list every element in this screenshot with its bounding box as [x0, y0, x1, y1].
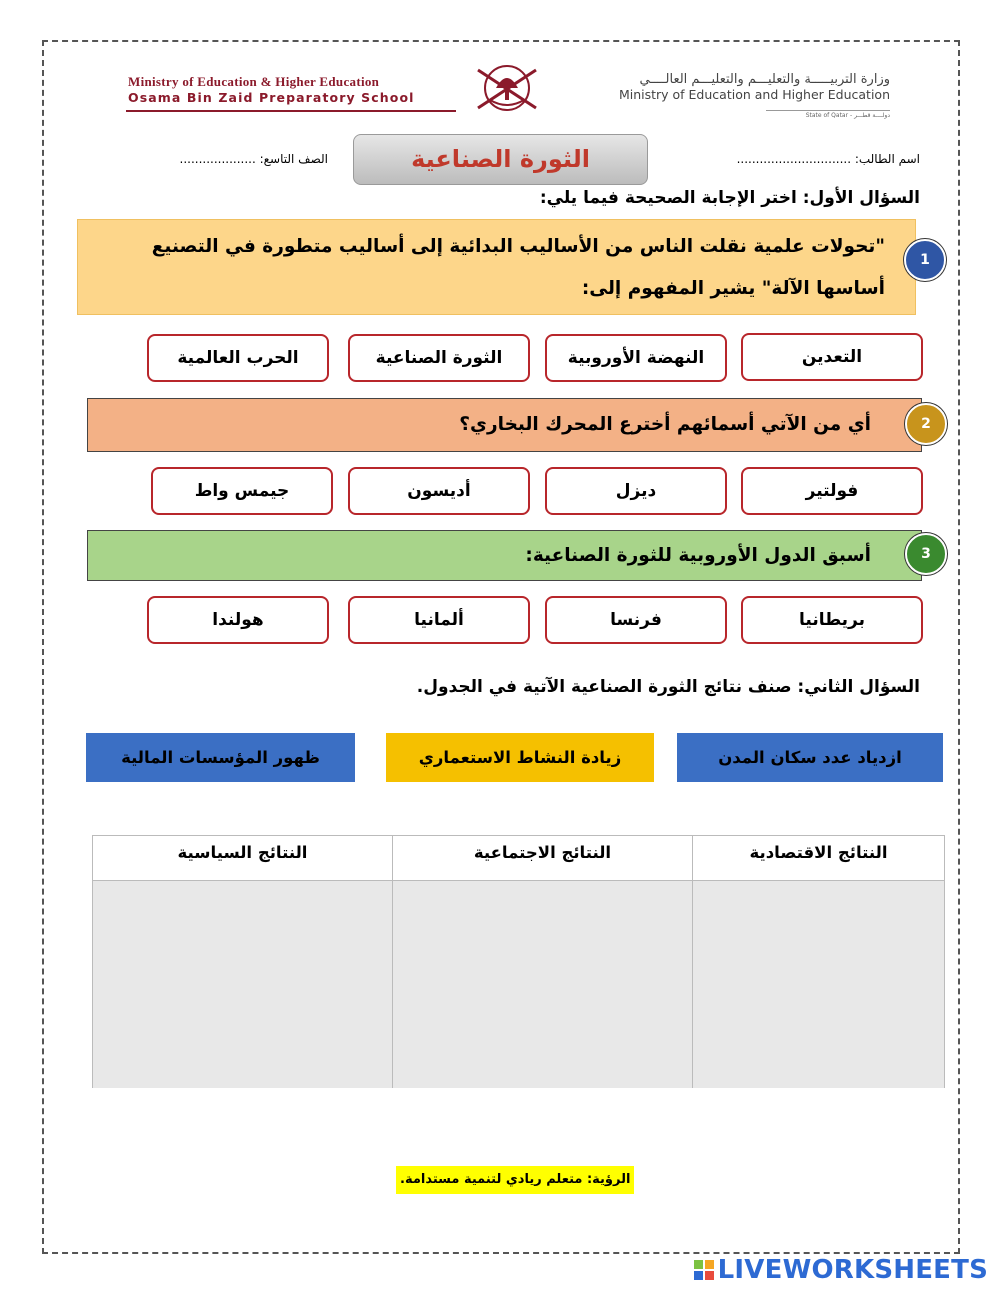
q3-option-4[interactable]: هولندا	[147, 596, 329, 644]
q3-option-2[interactable]: فرنسا	[545, 596, 727, 644]
question-1-box	[77, 219, 916, 315]
ministry-name-ar: وزارة التربيـــــة والتعليـــم والتعليـــم العالــــي	[639, 72, 890, 87]
drag-card-city-population[interactable]: ازدياد عدد سكان المدن	[677, 733, 943, 782]
question-2-number-badge: 2	[905, 403, 947, 445]
question-1-text-line2: أساسها الآلة" يشير المفهوم إلى:	[581, 278, 885, 299]
column-header-social: النتائج الاجتماعية	[393, 836, 693, 880]
header-arabic	[590, 72, 890, 121]
q2-option-4[interactable]: جيمس واط	[151, 467, 333, 515]
classification-table	[92, 835, 945, 1088]
q2-option-2[interactable]: ديزل	[545, 467, 727, 515]
q1-option-3[interactable]: الثورة الصناعية	[348, 334, 530, 382]
question-1-text-line1: "تحولات علمية نقلت الناس من الأساليب البدائية إلى أساليب متطورة في التصنيع	[151, 236, 885, 257]
drop-zone-social[interactable]	[393, 880, 693, 1088]
grade-field: الصف التاسع: ....................	[179, 152, 328, 166]
column-header-political: النتائج السياسية	[93, 836, 393, 880]
qatar-emblem-icon	[466, 62, 548, 114]
student-name-field: اسم الطالب: ..............................	[736, 152, 920, 166]
q2-option-1[interactable]: فولتير	[741, 467, 923, 515]
q1-option-1[interactable]: التعدين	[741, 333, 923, 381]
liveworksheets-logo	[694, 1254, 988, 1286]
question2-heading: السؤال الثاني: صنف نتائج الثورة الصناعية الآتية في الجدول.	[416, 677, 920, 697]
question1-heading: السؤال الأول: اختر الإجابة الصحيحة فيما يلي:	[539, 188, 920, 208]
school-name-en: Osama Bin Zaid Preparatory School	[128, 90, 415, 105]
question-2-box: أي من الآتي أسمائهم أخترع المحرك البخاري؟	[87, 398, 922, 452]
liveworksheets-grid-icon	[694, 1260, 714, 1280]
q3-option-3[interactable]: ألمانيا	[348, 596, 530, 644]
q1-option-4[interactable]: الحرب العالمية	[147, 334, 329, 382]
drop-zone-economic[interactable]	[693, 880, 944, 1088]
drag-card-colonial-activity[interactable]: زيادة النشاط الاستعماري	[386, 733, 654, 782]
ministry-name-en: Ministry of Education & Higher Education	[128, 74, 380, 89]
state-of-qatar: State of Qatar - دولــــة قطـــر	[766, 110, 890, 120]
drag-card-financial-institutions[interactable]: ظهور المؤسسات المالية	[86, 733, 355, 782]
school-vision: الرؤية: متعلم ريادي لتنمية مستدامة.	[396, 1166, 634, 1194]
header-underline	[126, 110, 456, 112]
question-3-number-badge: 3	[905, 533, 947, 575]
liveworksheets-wordmark: LIVEWORKSHEETS	[717, 1255, 988, 1285]
question-1-number-badge: 1	[904, 239, 946, 281]
drop-zone-political[interactable]	[93, 880, 393, 1088]
question-3-box: أسبق الدول الأوروبية للثورة الصناعية:	[87, 530, 922, 581]
q1-option-2[interactable]: النهضة الأوروبية	[545, 334, 727, 382]
q3-option-1[interactable]: بريطانيا	[741, 596, 923, 644]
column-header-economic: النتائج الاقتصادية	[693, 836, 944, 880]
header-english	[128, 74, 415, 106]
page-title: الثورة الصناعية	[353, 134, 648, 185]
ministry-name-en-right: Ministry of Education and Higher Education	[618, 87, 890, 102]
q2-option-3[interactable]: أديسون	[348, 467, 530, 515]
